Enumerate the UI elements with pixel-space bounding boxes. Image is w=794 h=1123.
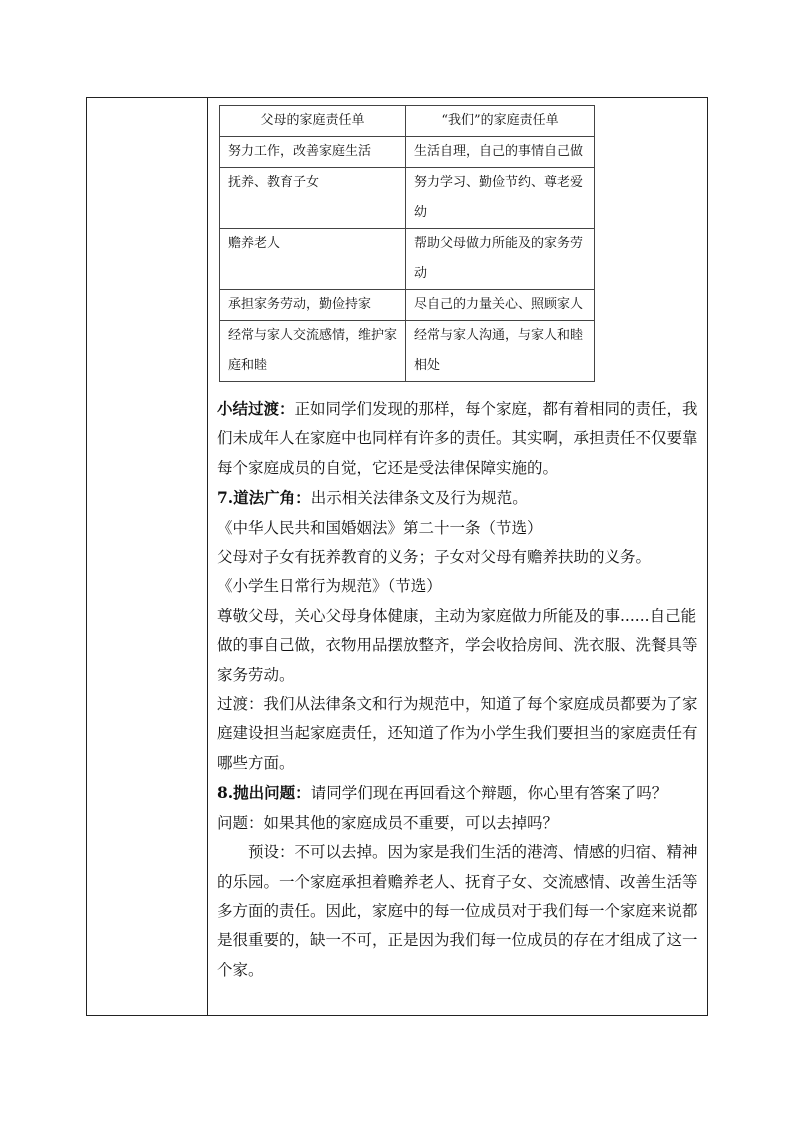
header-us: “我们”的家庭责任单 bbox=[406, 106, 595, 137]
parents-cell: 赡养老人 bbox=[220, 229, 406, 290]
rule-text: 尊敬父母，关心父母身体健康，主动为家庭做力所能及的事......自己能做的事自己做，衣物用品摆放整齐，学会收拾房间、洗衣服、洗餐具等家务劳动。 bbox=[217, 606, 698, 684]
us-cell: 帮助父母做力所能及的家务劳动 bbox=[406, 229, 595, 290]
responsibility-table bbox=[219, 105, 595, 382]
table-row bbox=[220, 290, 595, 321]
parents-cell: 承担家务劳动，勤俭持家 bbox=[220, 290, 406, 321]
section8-text: 请同学们现在再回看这个辩题，你心里有答案了吗？ bbox=[310, 784, 668, 803]
summary-label: 小结过渡： bbox=[217, 399, 295, 418]
right-column bbox=[208, 98, 707, 1015]
law-title: 《中华人民共和国婚姻法》第二十一条（节选） bbox=[217, 518, 543, 537]
transition-text: 过渡：我们从法律条文和行为规范中，知道了每个家庭成员都要为了家庭建设担当起家庭责任，还知道了作为小学生我们要担当的家庭责任有哪些方面。 bbox=[217, 695, 698, 772]
table-row bbox=[220, 137, 595, 168]
table-row bbox=[220, 168, 595, 229]
parents-cell: 经常与家人交流感情，维护家庭和睦 bbox=[220, 321, 406, 382]
table-row bbox=[220, 229, 595, 290]
table-row bbox=[220, 321, 595, 382]
parents-cell: 努力工作，改善家庭生活 bbox=[220, 137, 406, 168]
summary-paragraph bbox=[217, 394, 703, 483]
table-header-row bbox=[220, 106, 595, 137]
parents-cell: 抚养、教育子女 bbox=[220, 168, 406, 229]
header-parents: 父母的家庭责任单 bbox=[220, 106, 406, 137]
section7-text: 出示相关法律条文及行为规范。 bbox=[310, 489, 528, 508]
law-text: 父母对子女有抚养教育的义务；子女对父母有赡养扶助的义务。 bbox=[217, 548, 652, 567]
section8-paragraph bbox=[217, 778, 703, 808]
us-cell: 经常与家人沟通，与家人和睦相处 bbox=[406, 321, 595, 382]
section7-label: 7.道法广角： bbox=[217, 488, 311, 508]
rule-title: 《小学生日常行为规范》（节选） bbox=[217, 577, 442, 596]
preset-text: 预设：不可以去掉。因为家是我们生活的港湾、情感的归宿、精神的乐园。一个家庭承担着赡养老人、抚育子女、交流感情、改善生活等多方面的责任。因此，家庭中的每一位成员对于我们每一个家庭来说都是很重要的，缺一不可，正是因为我们每一位成员的存在才组成了这一个家。 bbox=[217, 843, 698, 979]
section7-paragraph bbox=[217, 483, 703, 513]
left-column bbox=[87, 98, 208, 1015]
us-cell: 努力学习、勤俭节约、尊老爱幼 bbox=[406, 168, 595, 229]
section8-label: 8.抛出问题： bbox=[217, 783, 311, 803]
us-cell: 生活自理，自己的事情自己做 bbox=[406, 137, 595, 168]
lesson-table bbox=[86, 97, 708, 1016]
summary-text: 正如同学们发现的那样，每个家庭，都有着相同的责任，我们未成年人在家庭中也同样有许多的责任。其实啊，承担责任不仅要靠每个家庭成员的自觉，它还是受法律保障实施的。 bbox=[217, 400, 698, 477]
question-text: 问题：如果其他的家庭成员不重要，可以去掉吗？ bbox=[217, 813, 559, 832]
us-cell: 尽自己的力量关心、照顾家人 bbox=[406, 290, 595, 321]
lesson-content bbox=[217, 394, 703, 985]
